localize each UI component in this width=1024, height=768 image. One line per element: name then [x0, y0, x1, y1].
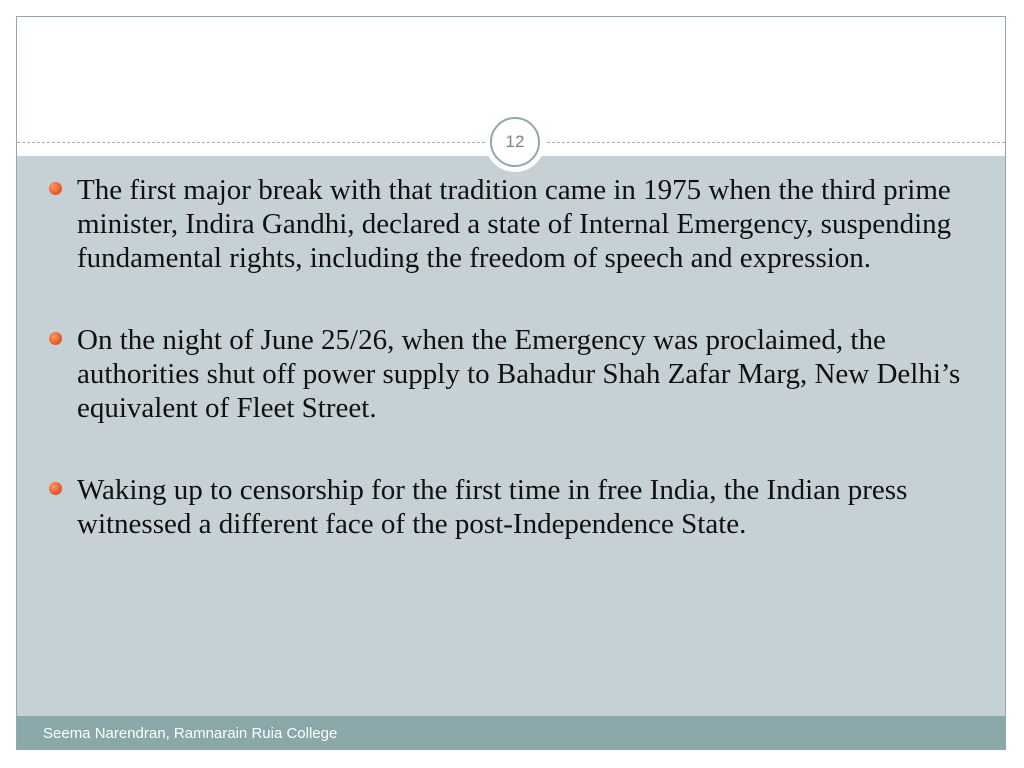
bullet-dot-icon: [49, 332, 62, 345]
bullet-item: [47, 323, 997, 425]
bullet-text: The first major break with that tradition came in 1975 when the third prime minister, Indira Gandhi, declared a state of Internal Emergency, suspending fundamental rights, including the freedom of speech and expression.: [77, 174, 952, 274]
footer-credit: Seema Narendran, Ramnarain Ruia College: [43, 725, 338, 742]
bullet-item: [47, 473, 997, 541]
slide: [16, 16, 1006, 750]
bullet-dot-icon: [49, 482, 62, 495]
bullet-list: [47, 173, 997, 589]
bullet-item: [47, 173, 997, 275]
bullet-text: Waking up to censorship for the first time in free India, the Indian press witnessed a different face of the post-Independence State.: [77, 474, 908, 540]
page-number: 12: [490, 117, 540, 167]
bullet-dot-icon: [49, 182, 62, 195]
page-number-badge: [485, 112, 545, 172]
bullet-text: On the night of June 25/26, when the Emergency was proclaimed, the authorities shut off power supply to Bahadur Shah Zafar Marg, New Delhi’s equivalent of Fleet Street.: [77, 324, 961, 424]
footer-bar: [17, 716, 1005, 750]
